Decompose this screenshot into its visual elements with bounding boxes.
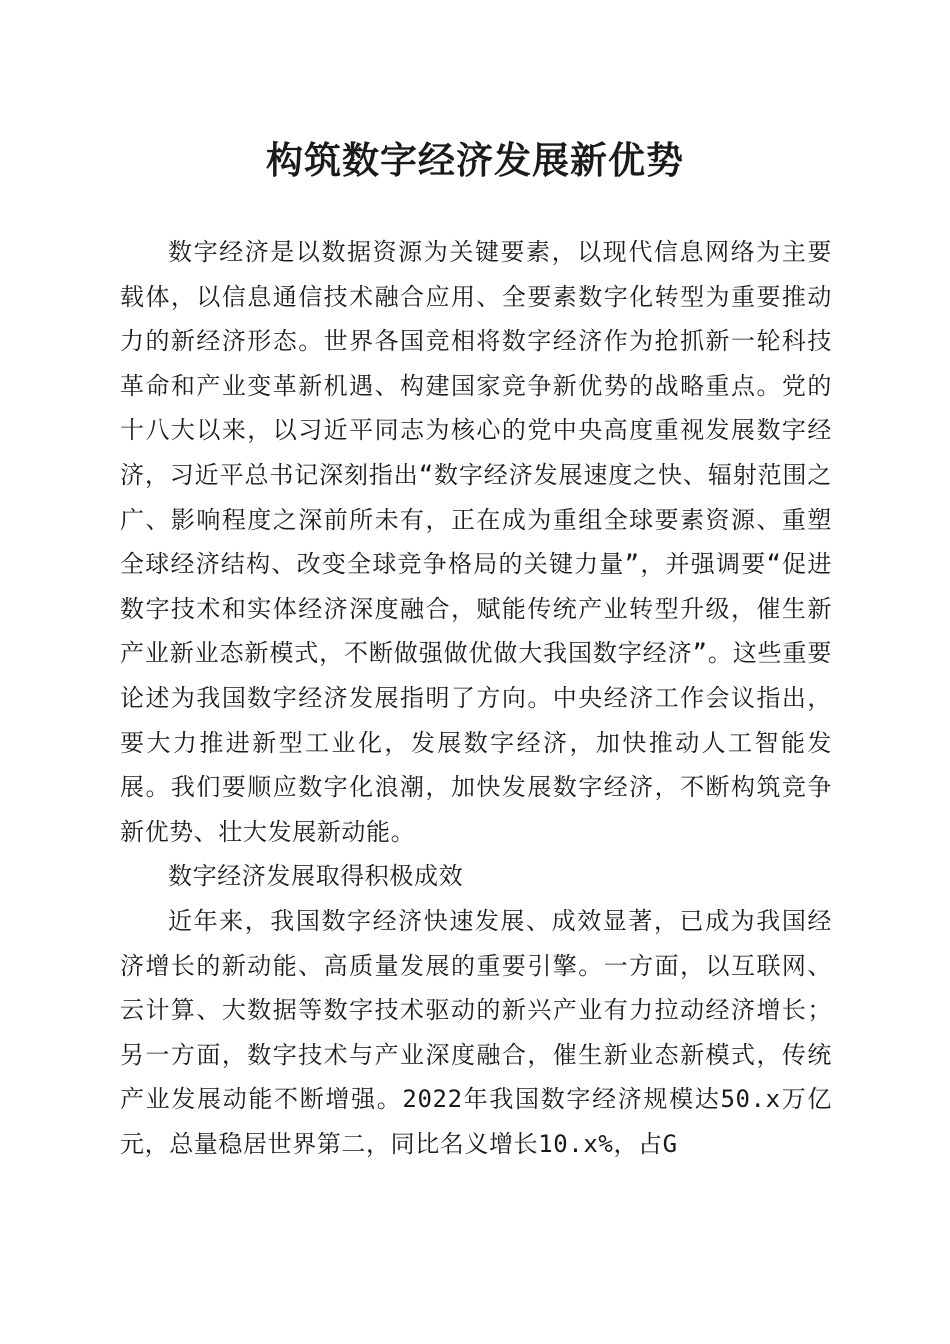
paragraph-achievements: 近年来，我国数字经济快速发展、成效显著，已成为我国经济增长的新动能、高质量发展的重要引擎。一方面，以互联网、云计算、大数据等数字技术驱动的新兴产业有力拉动经济增长；另一方面，数字技术与产业深度融合，催生新业态新模式，传统产业发展动能不断增强。2022年我国数字经济规模达50.x万亿元，总量稳居世界第二，同比名义增长10.x%，占G <box>120 906 832 1158</box>
document-title: 构筑数字经济发展新优势 <box>266 138 684 182</box>
paragraph-intro: 数字经济是以数据资源为关键要素，以现代信息网络为主要载体，以信息通信技术融合应用、全要素数字化转型为重要推动力的新经济形态。世界各国竞相将数字经济作为抢抓新一轮科技革命和产业变革新机遇、构建国家竞争新优势的战略重点。党的十八大以来，以习近平同志为核心的党中央高度重视发展数字经济，习近平总书记深刻指出“数字经济发展速度之快、辐射范围之广、影响程度之深前所未有，正在成为重组全球要素资源、重塑全球经济结构、改变全球竞争格局的关键力量”，并强调要“促进数字技术和实体经济深度融合，赋能传统产业转型升级，催生新产业新业态新模式，不断做强做优做大我国数字经济”。这些重要论述为我国数字经济发展指明了方向。中央经济工作会议指出，要大力推进新型工业化，发展数字经济，加快推动人工智能发展。我们要顺应数字化浪潮，加快发展数字经济，不断构筑竞争新优势、壮大发展新动能。 <box>120 238 832 846</box>
section-heading: 数字经济发展取得积极成效 <box>168 862 464 891</box>
document-body <box>120 230 832 1166</box>
